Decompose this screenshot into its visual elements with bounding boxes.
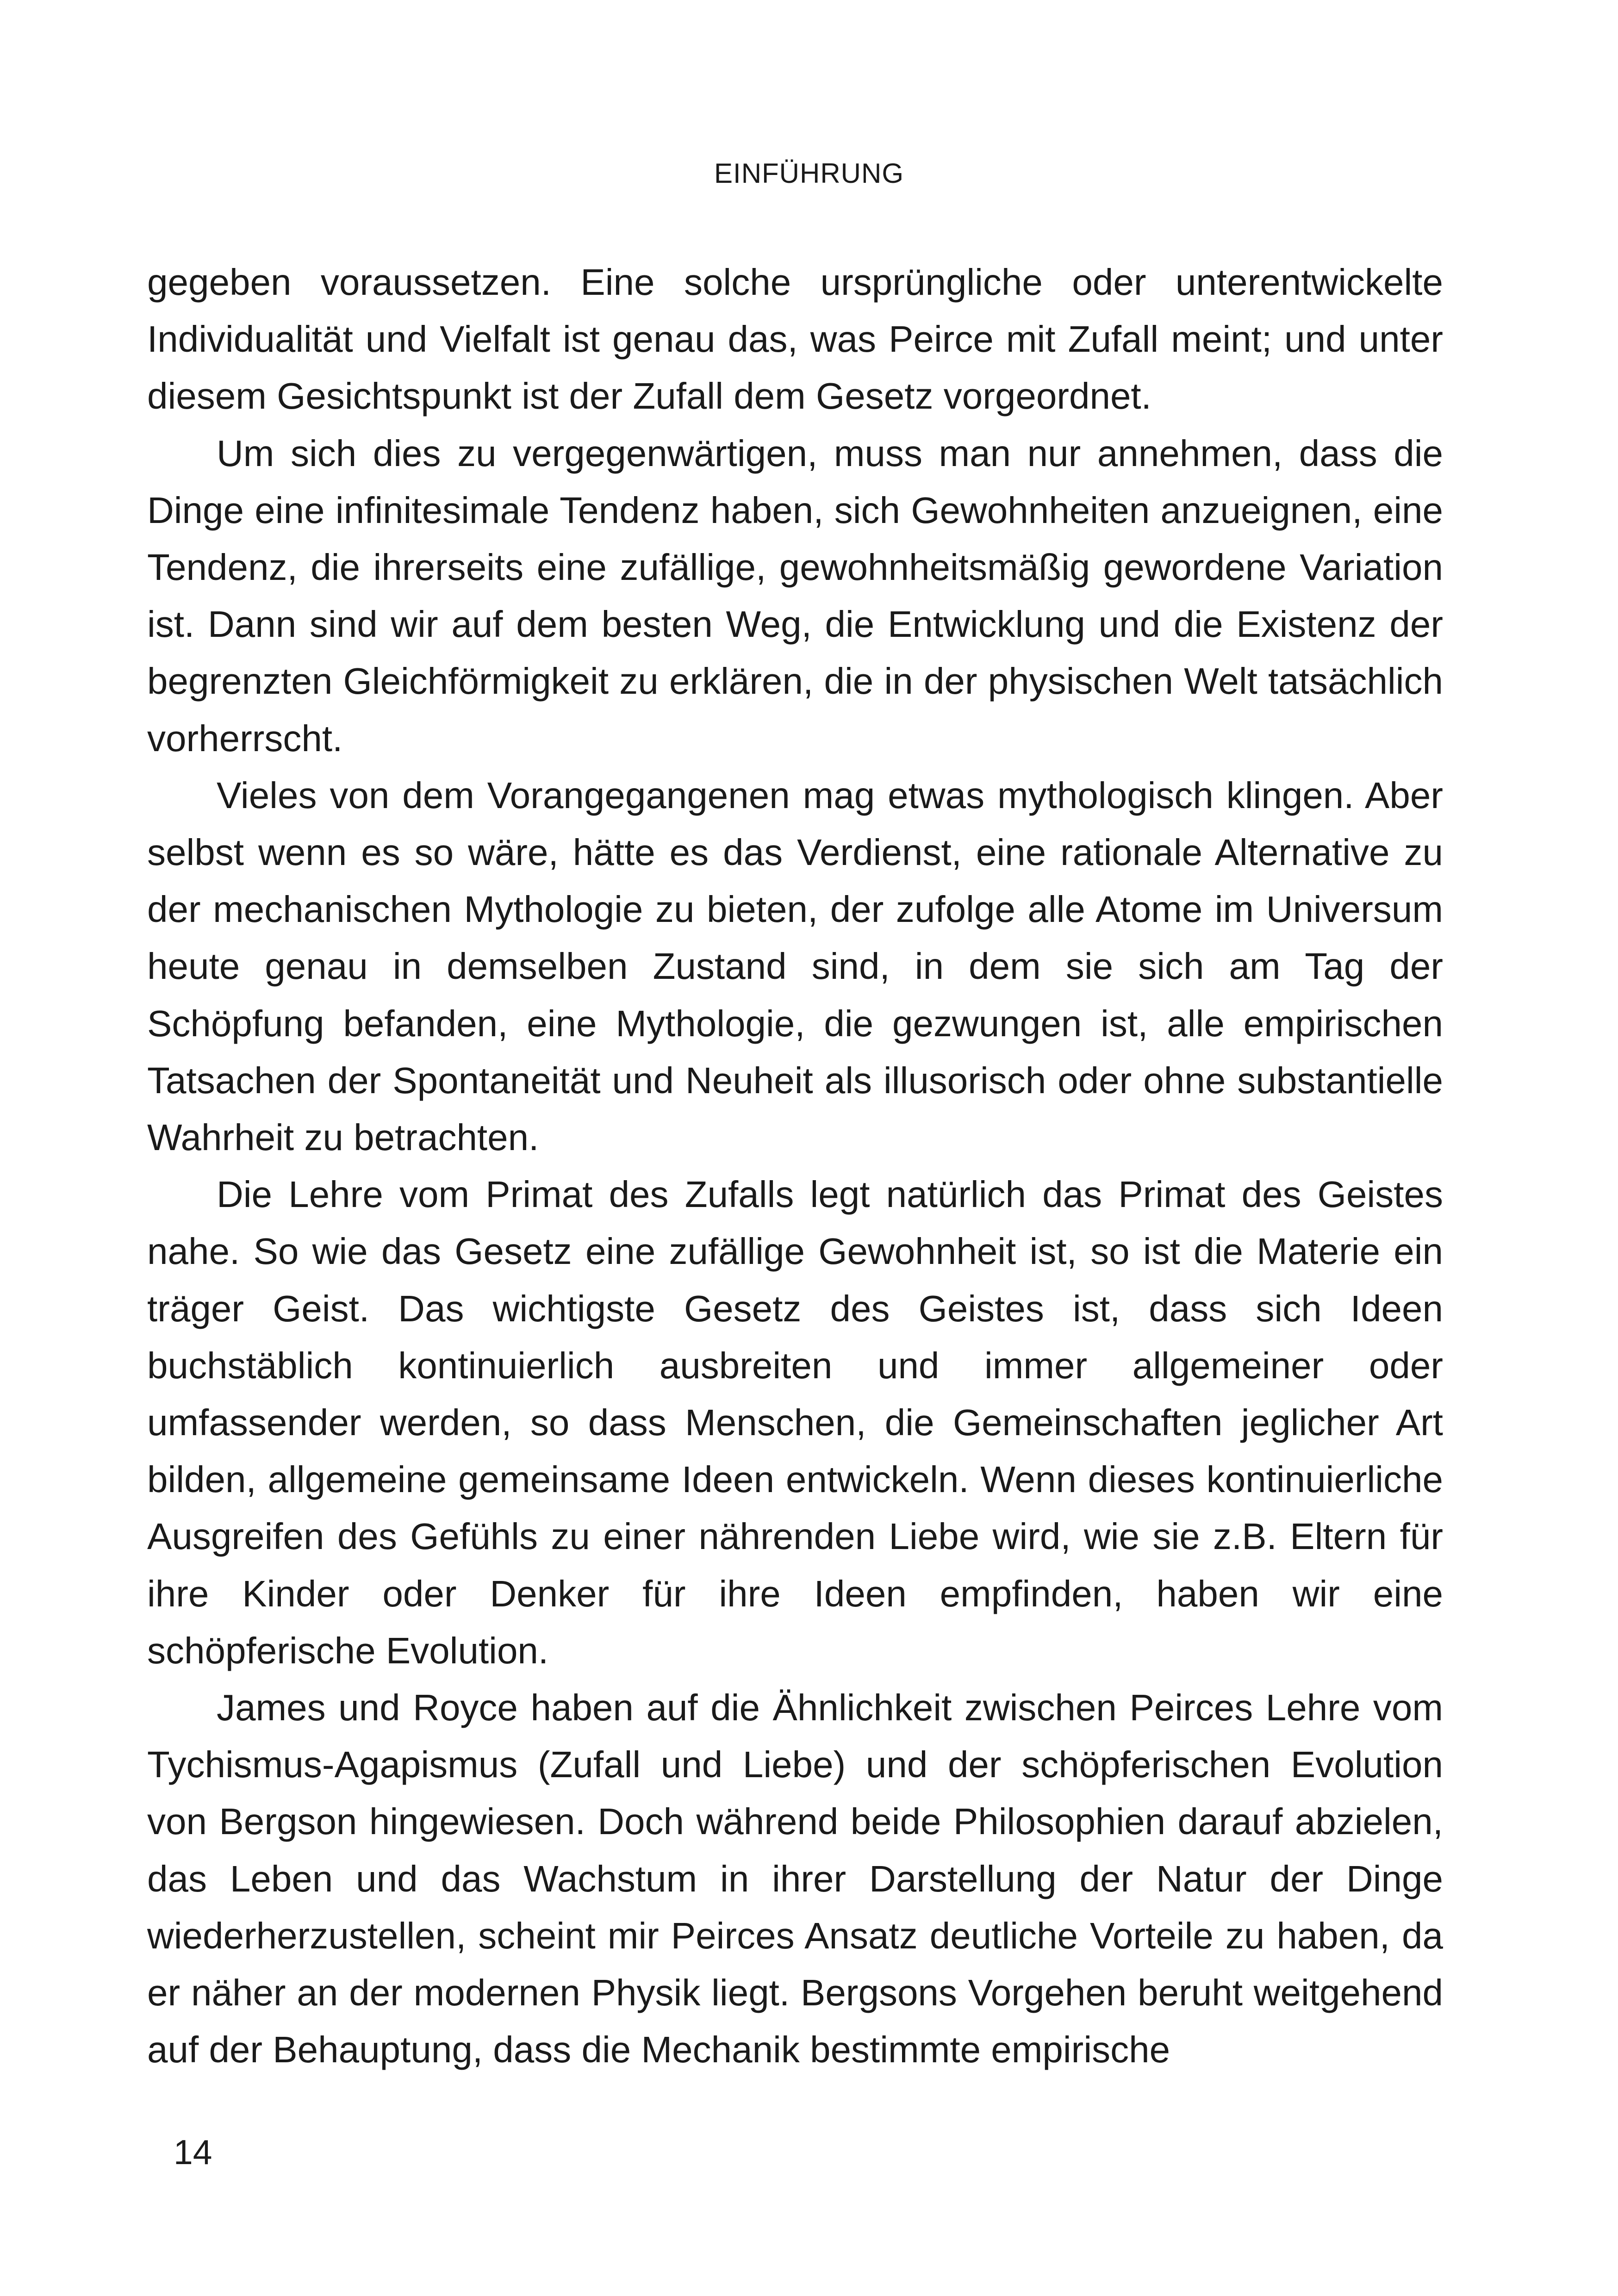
paragraph: Die Lehre vom Primat des Zufalls legt natürlich das Primat des Geistes nahe. So wie das Gesetz eine zufällige Gewohnheit ist, so ist die Materie ein träger Geist. Das wichtigste Gesetz des Geistes ist, dass sich Ideen buchstäblich kontinuierlich ausbreiten und immer allgemeiner oder umfassender werden, so dass Menschen, die Gemeinschaften jeglicher Art bilden, allgemeine gemeinsame Ideen entwickeln. Wenn dieses kontinuierliche Ausgreifen des Gefühls zu einer nährenden Liebe wird, wie sie z.B. Eltern für ihre Kinder oder Denker für ihre Ideen empfinden, haben wir eine schöpferische Evolution. xyxy=(147,1174,1443,1671)
running-header: EINFÜHRUNG xyxy=(714,158,904,189)
body-text xyxy=(147,254,1443,2078)
paragraph-continued: gegeben voraussetzen. Eine solche ursprüngliche oder unterentwickelte Individualität und Vielfalt ist genau das, was Peirce mit Zufall meint; und unter diesem Gesichtspunkt ist der Zufall dem Gesetz vorgeordnet. xyxy=(147,261,1443,417)
page-number: 14 xyxy=(174,2133,212,2172)
paragraph: Um sich dies zu vergegenwärtigen, muss man nur annehmen, dass die Dinge eine infinitesimale Tendenz haben, sich Gewohnheiten anzueignen, eine Tendenz, die ihrerseits eine zufällige, gewohnheitsmäßig gewordene Variation ist. Dann sind wir auf dem besten Weg, die Entwicklung und die Existenz der begrenzten Gleichförmigkeit zu erklären, die in der physischen Welt tatsächlich vorherrscht. xyxy=(147,432,1443,759)
paragraph: Vieles von dem Vorangegangenen mag etwas mythologisch klingen. Aber selbst wenn es so wäre, hätte es das Verdienst, eine rationale Alternative zu der mechanischen Mythologie zu bieten, der zufolge alle Atome im Universum heute genau in demselben Zustand sind, in dem sie sich am Tag der Schöpfung befanden, eine Mythologie, die gezwungen ist, alle empirischen Tatsachen der Spontaneität und Neuheit als illusorisch oder ohne substantielle Wahrheit zu betrachten. xyxy=(147,774,1443,1158)
paragraph: James und Royce haben auf die Ähnlichkeit zwischen Peirces Lehre vom Tychismus-Agapismus (Zufall und Liebe) und der schöpferischen Evolution von Bergson hingewiesen. Doch während beide Philosophien darauf abzielen, das Leben und das Wachstum in ihrer Darstellung der Natur der Dinge wiederherzustellen, scheint mir Peirces Ansatz deutliche Vorteile zu haben, da er näher an der modernen Physik liegt. Bergsons Vorgehen beruht weitgehend auf der Behauptung, dass die Mechanik bestimmte empirische xyxy=(147,1687,1443,2071)
